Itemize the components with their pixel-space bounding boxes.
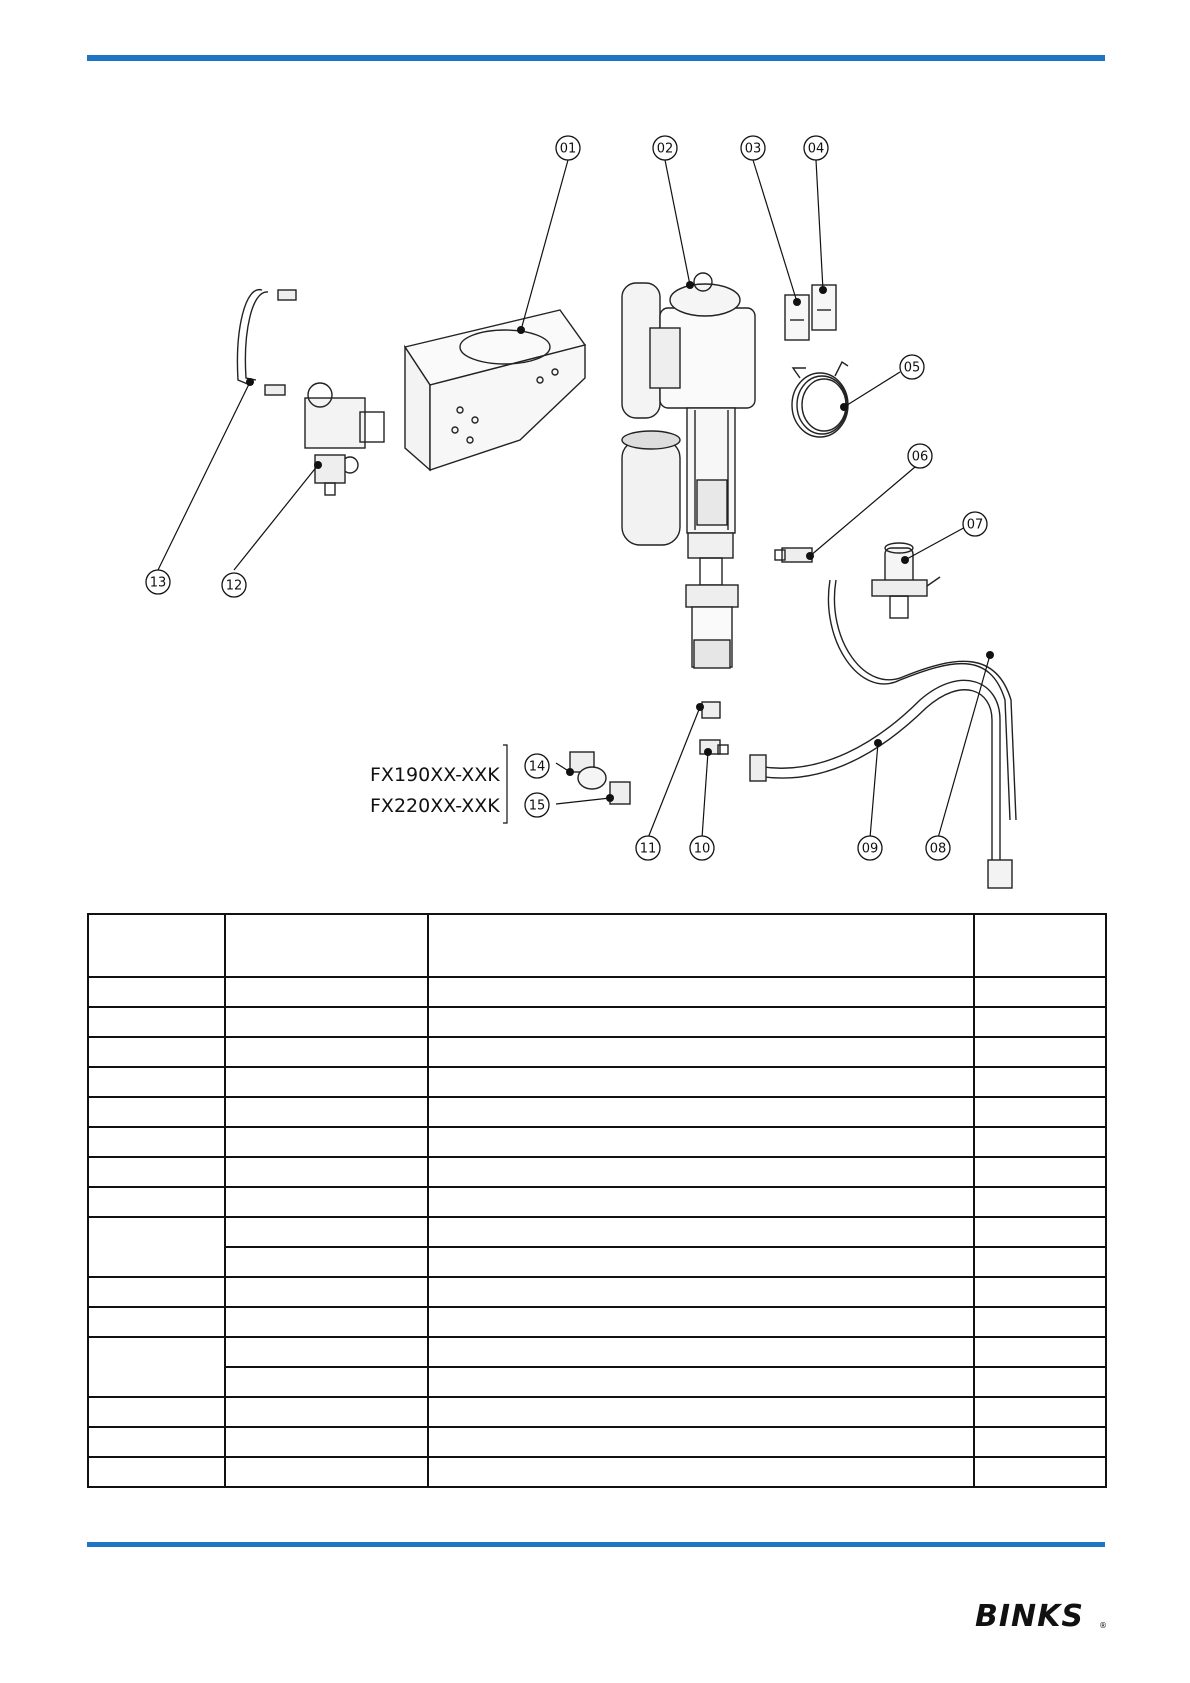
callout-label: 02 — [656, 141, 674, 157]
table-cell — [428, 1007, 974, 1037]
table-cell — [88, 977, 225, 1007]
table-row — [88, 1337, 1106, 1367]
table-row — [88, 1007, 1106, 1037]
table-cell — [428, 1217, 974, 1247]
valve-07-drawing — [872, 543, 940, 618]
table-row — [88, 1397, 1106, 1427]
table-cell — [88, 1217, 225, 1277]
table-cell — [88, 1457, 225, 1487]
table-row — [88, 1427, 1106, 1457]
air-hose-13-drawing — [237, 290, 296, 395]
table-cell — [428, 1067, 974, 1097]
registered-mark: ® — [1099, 1621, 1107, 1630]
table-row — [88, 977, 1106, 1007]
callout-label: 10 — [693, 841, 711, 857]
table-cell — [974, 1127, 1106, 1157]
table-row — [88, 1097, 1106, 1127]
table-cell — [225, 1427, 428, 1457]
table-cell — [974, 1217, 1106, 1247]
table-cell — [88, 1307, 225, 1337]
table-cell — [428, 1427, 974, 1457]
table-cell — [428, 1337, 974, 1367]
table-cell — [88, 1277, 225, 1307]
table-cell — [974, 1247, 1106, 1277]
table-cell — [974, 1007, 1106, 1037]
table-cell — [225, 1127, 428, 1157]
table-cell — [88, 1337, 225, 1397]
pump-drawing — [622, 273, 755, 668]
table-cell — [225, 1457, 428, 1487]
hoses-drawing — [750, 580, 1016, 888]
callout-label: 03 — [744, 141, 762, 157]
table-cell — [428, 1247, 974, 1277]
table-cell — [225, 1037, 428, 1067]
table-cell — [225, 1307, 428, 1337]
bottom-rule — [87, 1542, 1105, 1547]
table-cell — [974, 1157, 1106, 1187]
table-cell — [974, 1307, 1106, 1337]
table-cell — [974, 1187, 1106, 1217]
header-cell — [974, 914, 1106, 977]
table-cell — [88, 1037, 225, 1067]
regulator-12-drawing — [305, 383, 384, 495]
table-row — [88, 1187, 1106, 1217]
table-cell — [88, 1007, 225, 1037]
table-cell — [225, 1247, 428, 1277]
callout-label: 12 — [225, 578, 243, 594]
mounting-bracket-drawing — [405, 310, 585, 470]
model-label-fx220: FX220XX-XXK — [370, 795, 500, 817]
table-row — [88, 1457, 1106, 1487]
table-cell — [428, 1367, 974, 1397]
warning-label-drawings — [785, 285, 836, 340]
table-cell — [428, 1307, 974, 1337]
callout-label: 11 — [639, 841, 657, 857]
ground-cable-drawing — [792, 362, 848, 437]
table-cell — [225, 1397, 428, 1427]
table-cell — [428, 1127, 974, 1157]
callout-label: 14 — [528, 759, 546, 775]
table-cell — [428, 1457, 974, 1487]
table-cell — [428, 1397, 974, 1427]
logo-text: BINKS — [975, 1599, 1084, 1632]
table-cell — [428, 977, 974, 1007]
callout-label: 08 — [929, 841, 947, 857]
table-cell — [88, 1187, 225, 1217]
table-row — [88, 1067, 1106, 1097]
table-cell — [88, 1427, 225, 1457]
table-cell — [428, 1187, 974, 1217]
fittings-14-15-drawing — [570, 752, 630, 804]
table-cell — [974, 977, 1106, 1007]
table-cell — [428, 1097, 974, 1127]
fittings-10-11-drawing — [700, 702, 728, 754]
table-cell — [974, 1427, 1106, 1457]
table-cell — [88, 1127, 225, 1157]
table-row — [88, 1307, 1106, 1337]
table-row — [88, 1277, 1106, 1307]
table-cell — [88, 1067, 225, 1097]
table-cell — [88, 1397, 225, 1427]
table-row — [88, 1217, 1106, 1247]
table-cell — [428, 1277, 974, 1307]
table-cell — [225, 1277, 428, 1307]
callout-label: 01 — [559, 141, 577, 157]
table-cell — [974, 1367, 1106, 1397]
callout-label: 13 — [149, 575, 167, 591]
table-cell — [974, 1397, 1106, 1427]
table-cell — [225, 1217, 428, 1247]
header-cell — [428, 914, 974, 977]
table-cell — [974, 1277, 1106, 1307]
table-cell — [225, 1367, 428, 1397]
callout-label: 15 — [528, 798, 546, 814]
model-label-fx190: FX190XX-XXK — [370, 764, 500, 786]
header-cell — [88, 914, 225, 977]
table-row — [88, 1037, 1106, 1067]
table-cell — [88, 1157, 225, 1187]
binks-logo — [975, 1598, 1110, 1632]
callout-label: 05 — [903, 360, 921, 376]
table-row — [88, 1367, 1106, 1397]
table-cell — [974, 1067, 1106, 1097]
table-cell — [225, 1187, 428, 1217]
table-cell — [225, 977, 428, 1007]
table-cell — [225, 1157, 428, 1187]
table-row — [88, 1247, 1106, 1277]
callout-label: 07 — [966, 517, 984, 533]
table-cell — [225, 1097, 428, 1127]
table-header-row — [88, 914, 1106, 977]
table-cell — [428, 1037, 974, 1067]
table-cell — [225, 1067, 428, 1097]
table-cell — [225, 1337, 428, 1367]
callout-label: 09 — [861, 841, 879, 857]
callout-label: 04 — [807, 141, 825, 157]
header-cell — [225, 914, 428, 977]
table-cell — [974, 1097, 1106, 1127]
table-row — [88, 1157, 1106, 1187]
table-cell — [428, 1157, 974, 1187]
callout-label: 06 — [911, 449, 929, 465]
table-cell — [88, 1097, 225, 1127]
table-cell — [225, 1007, 428, 1037]
parts-table — [87, 913, 1107, 1488]
table-row — [88, 1127, 1106, 1157]
table-cell — [974, 1457, 1106, 1487]
table-cell — [974, 1337, 1106, 1367]
table-cell — [974, 1037, 1106, 1067]
